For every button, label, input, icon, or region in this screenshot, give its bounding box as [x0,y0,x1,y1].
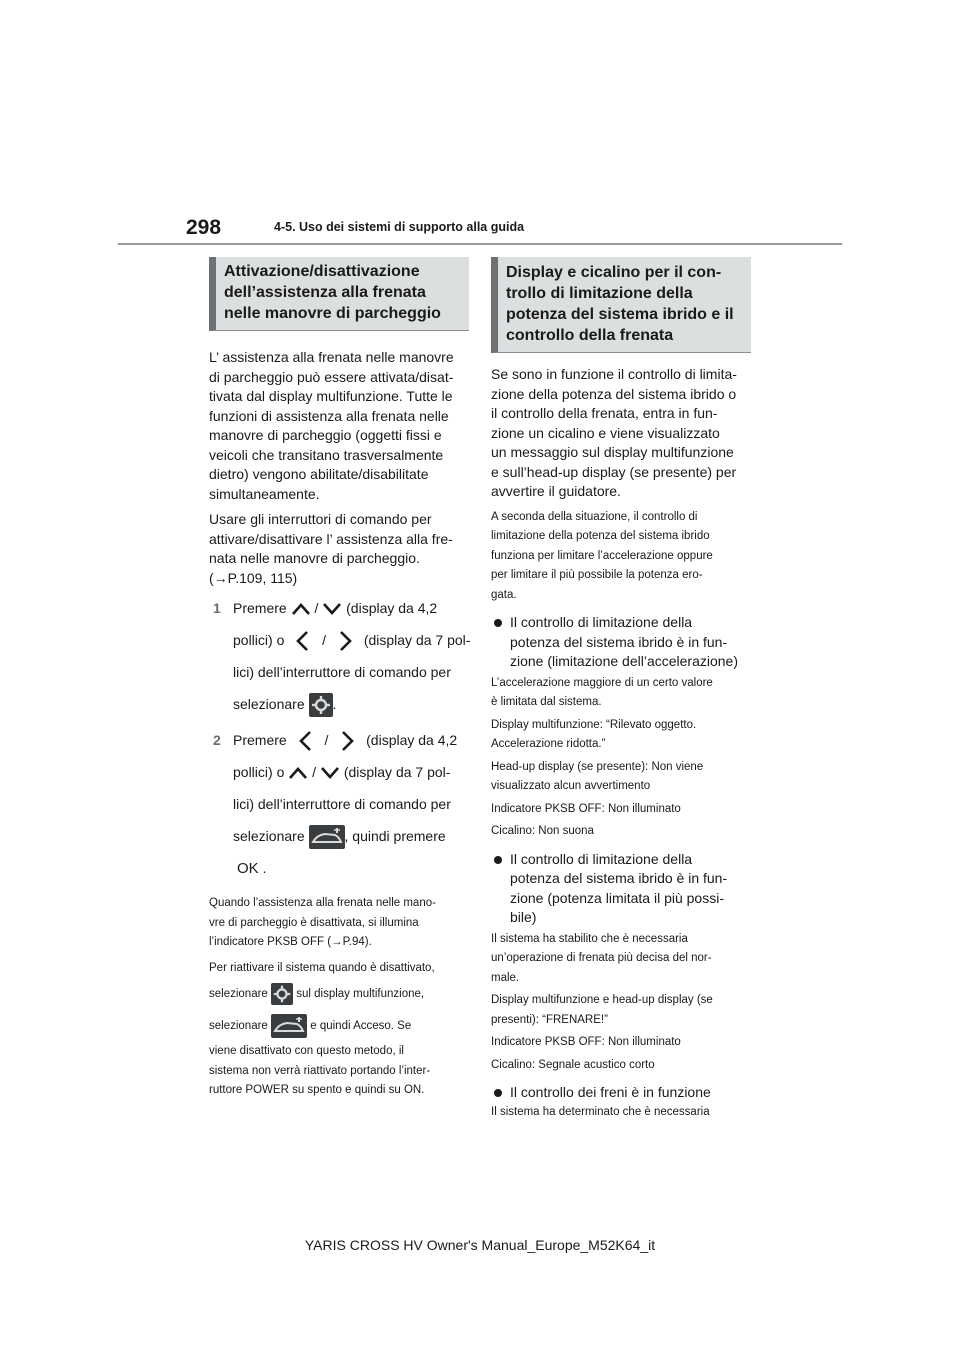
heading-parking-brake-toggle: Attivazione/disattivazione dell’assistenza alla frenata nelle manovre di parcheggio [209,257,469,331]
heading-display-buzzer: Display e cicalino per il con- trollo di limitazione della potenza del sistema ibrido e il controllo della frenata [491,257,751,353]
note-reactivate: Per riattivare il sistema quando è disattivato, selezionare sul display multifunzione, selezionare e quindi Acceso. Se viene disattivato con questo metodo, il sistema non verrà riattivato portando l’inter- ruttore POWER su spento e quindi su ON. [209,961,435,1096]
chevron-down-icon [322,602,342,616]
header-rule [118,243,842,245]
page-reference: (→P.109, 115) [209,569,298,586]
chevron-up-icon [291,602,311,616]
chevron-left-icon [297,730,315,752]
car-sensor-icon [271,1014,307,1038]
chevron-right-icon [336,630,354,652]
ok-button-label: OK [237,860,259,877]
step-number: 1 [213,600,221,616]
right-column [491,257,751,1122]
situation-note: A seconda della situazione, il controllo di limitazione della potenza del sistema ibrido funziona per limitare l’accelerazione oppure per limitare il più possibile la potenza ero- gata. [491,510,713,601]
switch-paragraph: Usare gli interruttori di comando per attivare/disattivare l’ assistenza alla fre- nata nelle manovre di parcheggio. (→P.109, 115) [209,510,469,588]
display-intro-paragraph: Se sono in funzione il controllo di limita- zione della potenza del sistema ibrido o il controllo della frenata, entra in fun- zione un cicalino e viene visualizzato un messaggio sul display multifunzione e sull’head-up display (se presente) per avvertire il guidatore. [491,366,737,499]
gear-icon [271,983,293,1005]
page-number: 298 [186,216,222,239]
bullet-dot [494,1089,502,1097]
footer-manual-id: YARIS CROSS HV Owner's Manual_Europe_M52K64_it [304,1237,656,1253]
chevron-left-icon [294,630,312,652]
step-1: 1 Premere / (display da 4,2 pollici) o / (display da 7 pol- lici) dell’interruttore di comando per selezionare . [209,592,469,720]
bullet-power-limited: Il controllo di limitazione della potenza del sistema ibrido è in fun- zione (potenza limitata il più possi- bile) [491,850,751,928]
bullet3-details: Il sistema ha determinato che è necessaria [491,1105,710,1118]
bullet2-details: Il sistema ha stabilito che è necessaria un’operazione di frenata più decisa del nor- male. Display multifunzione e head-up display (se presenti): “FRENARE!” Indicatore PKSB OFF: Non illuminato Cicalino: Segnale acustico corto [491,932,713,1071]
gear-icon [309,693,333,717]
step-number: 2 [213,732,221,748]
chevron-down-icon [320,766,340,780]
chevron-right-icon [338,730,356,752]
car-sensor-icon [309,825,345,849]
bullet-brake-control: Il controllo dei freni è in funzione [491,1083,751,1103]
bullet-acceleration-limit: Il controllo di limitazione della potenza del sistema ibrido è in fun- zione (limitazione dell’accelerazione) [491,613,751,672]
step-2: 2 Premere / (display da 4,2 pollici) o / (display da 7 pol- lici) dell’interruttore di comando per selezionare , quindi premere OK . [209,724,469,885]
left-column [209,257,469,1101]
bullet-dot [494,856,502,864]
bullet1-details: L’accelerazione maggiore di un certo valore è limitata dal sistema. Display multifunzione: “Rilevato oggetto. Accelerazione ridotta.” Head-up display (se presente): Non viene visualizzato alcun avvertimento Indicatore PKSB OFF: Non illuminato Cicalino: Non suona [491,676,713,837]
section-title: 4-5. Uso dei sistemi di supporto alla guida [274,220,525,234]
chevron-up-icon [288,766,308,780]
intro-paragraph: L’ assistenza alla frenata nelle manovre di parcheggio può essere attivata/disat- tivata dal display multifunzione. Tutte le funzioni di assistenza alla frenata nelle manovre di parcheggio (oggetti fissi e veicoli che transitano trasversalmente dietro) vengono abilitate/disabilitate simultaneamente. [209,349,454,502]
note-pksb-off: Quando l’assistenza alla frenata nelle mano- vre di parcheggio è disattivata, si illumina l’indicatore PKSB OFF (→P.94). [209,897,436,948]
bullet-dot [494,619,502,627]
